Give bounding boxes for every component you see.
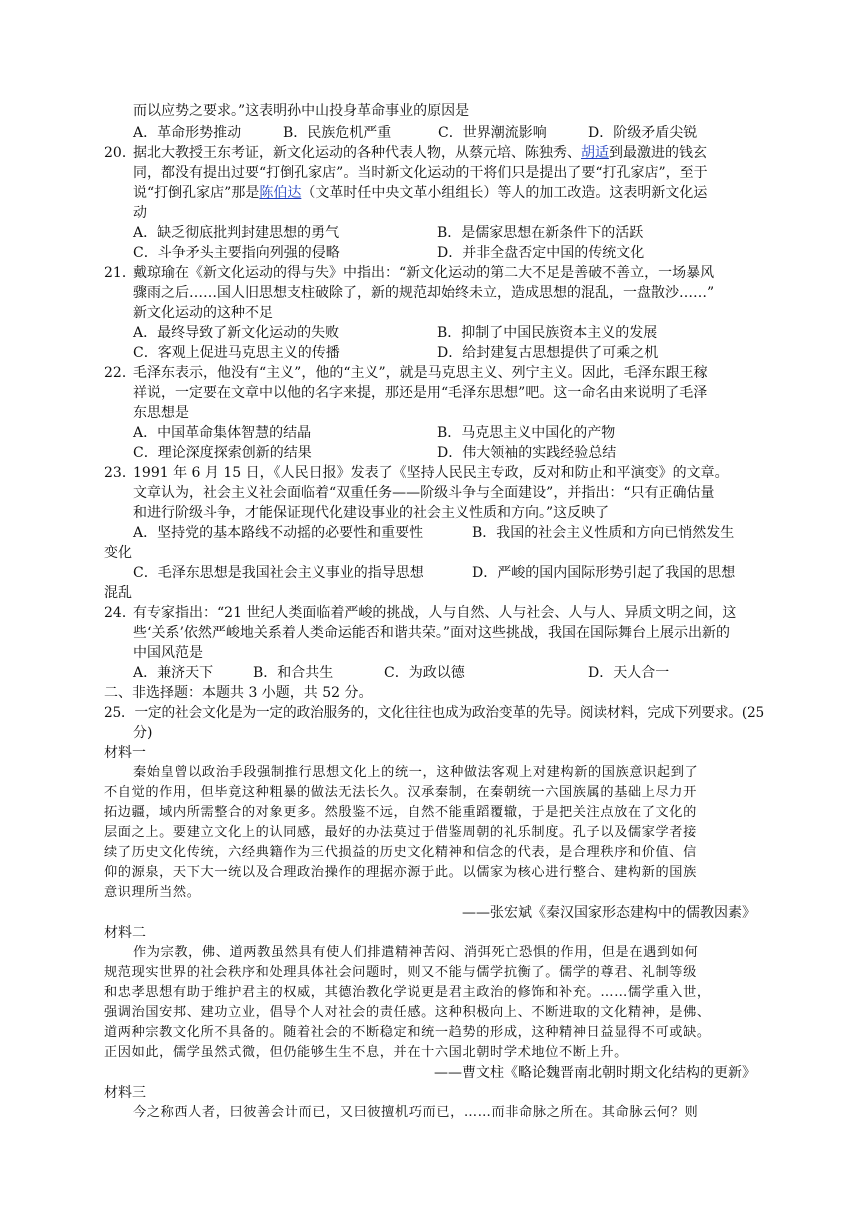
q22-line-3: 东思想是: [133, 405, 189, 421]
q23-option-c: C．毛泽东思想是我国社会主义事业的指导思想: [133, 565, 424, 581]
q24-line-1: 有专家指出：“21 世纪人类面临着严峻的挑战，人与自然、人与社会、人与人、异质文明之间，这: [133, 605, 737, 621]
q21-line-3: 新文化运动的这种不足: [133, 305, 273, 321]
q20-line-4: 动: [133, 205, 147, 221]
prev-option-d: D．阶级矛盾尖锐: [588, 125, 698, 141]
q23-line-2: 文章认为，社会主义社会面临着“双重任务——阶级斗争与全面建设”，并指出：“只有正确估量: [133, 485, 715, 501]
q23-line-3: 和进行阶级斗争，才能保证现代化建设事业的社会主义性质和方向。”这反映了: [133, 505, 610, 521]
q20-option-c: C．斗争矛头主要指向列强的侵略: [133, 245, 340, 261]
material-1-line: 续了历史文化传统，六经典籍作为三代损益的历史文化精神和信念的代表，是合理秩序和价值、信: [104, 845, 697, 860]
material-1-line: 拓边疆，域内所需整合的对象更多。然殷鉴不远，自然不能重蹈覆辙，于是把关注点放在了文化的: [104, 805, 697, 820]
material-1-line: 秦始皇曾以政治手段强制推行思想文化上的统一，这种做法客观上对建构新的国族意识起到了: [133, 765, 699, 780]
section-two-heading: 二、非选择题：本题共 3 小题，共 52 分。: [104, 685, 373, 701]
material-2-line: 作为宗教，佛、道两教虽然具有使人们排遣精神苦闷、消弭死亡恐惧的作用，但是在遇到如何: [133, 945, 699, 960]
prev-option-c: C．世界潮流影响: [438, 125, 547, 141]
material-2-line: 规范现实世界的社会秩序和处理具体社会问题时，则又不能与儒学抗衡了。儒学的尊君、礼制等级: [104, 965, 697, 980]
q21-option-c: C．客观上促进马克思主义的传播: [133, 345, 340, 361]
q24-option-c: C．为政以德: [384, 665, 465, 681]
material-2-title: 材料二: [104, 925, 146, 941]
q24-line-2: 些‘关系’依然严峻地关系着人类命运能否和谐共荣。”面对这些挑战，我国在国际舞台上展示出新的: [133, 625, 731, 641]
material-1-source: ——张宏斌《秦汉国家形态建构中的儒教因素》: [462, 905, 756, 921]
q22-number: 22．: [104, 365, 136, 381]
q20-link-hushi[interactable]: 胡适: [581, 145, 609, 161]
material-3-line: 今之称西人者，曰彼善会计而已，又曰彼擅机巧而已，……而非命脉之所在。其命脉云何？则: [133, 1105, 699, 1120]
material-1-title: 材料一: [104, 745, 146, 761]
q24-option-d: D．天人合一: [588, 665, 670, 681]
q20-option-d: D．并非全盘否定中国的传统文化: [437, 245, 645, 261]
q22-option-c: C．理论深度探索创新的结果: [133, 445, 312, 461]
material-2-line: 强调治国安邦、建功立业，倡导个人对社会的责任感。这种积极向上、不断进取的文化精神，是佛、: [104, 1005, 711, 1020]
q20-text-3a: 说“打倒孔家店”那是: [133, 185, 260, 201]
q25-line-2: 分): [133, 725, 153, 741]
material-2-line: 道两种宗教文化所不具备的。随着社会的不断稳定和统一趋势的形成，这种精神日益显得不可或缺。: [104, 1025, 711, 1040]
q23-option-b-wrap: 变化: [104, 545, 132, 561]
q20-text-3b: （文革时任中央文革小组组长）等人的加工改造。这表明新文化运: [301, 185, 708, 201]
q23-option-d-wrap: 混乱: [104, 585, 132, 601]
material-1-line: 意识理所当然。: [104, 885, 201, 900]
q20-line-1: [133, 143, 707, 163]
material-2-source: ——曹文柱《略论魏晋南北朝时期文化结构的更新》: [434, 1065, 756, 1081]
q23-line-1: 1991 年 6 月 15 日，《人民日报》发表了《坚持人民民主专政，反对和防止和平演变》的文章。: [133, 465, 729, 481]
q20-link-chenboda[interactable]: 陈伯达: [259, 185, 302, 201]
q20-line-2: 同，都没有提出过要“打倒孔家店”。当时新文化运动的干将们只是提出了要“打孔家店”，至于: [133, 165, 708, 181]
q24-option-b: B．和合共生: [253, 665, 334, 681]
q23-number: 23．: [104, 465, 136, 481]
q23-option-a: A．坚持党的基本路线不动摇的必要性和重要性: [133, 525, 424, 541]
q23-option-b: B．我国的社会主义性质和方向已悄然发生: [472, 525, 735, 541]
material-1-line: 不自觉的作用，但毕竟这种粗暴的做法无法长久。汉承秦制，在秦朝统一六国族属的基础上尽力开: [104, 785, 697, 800]
prev-option-a: A．革命形势推动: [133, 125, 242, 141]
q20-option-b: B．是儒家思想在新条件下的活跃: [437, 225, 644, 241]
q20-option-a: A．缺乏彻底批判封建思想的勇气: [133, 225, 340, 241]
material-1-line: 层面之上。要建立文化上的认同感，最好的办法莫过于借鉴周朝的礼乐制度。孔子以及儒家学者接: [104, 825, 697, 840]
q21-line-2: 骤雨之后……国人旧思想支柱破除了，新的规范却始终未立，造成思想的混乱，一盘散沙……”: [133, 285, 715, 301]
material-2-line: 和忠孝思想有助于维护君主的权威，其德治教化学说更是君主政治的修饰和补充。……儒学重入世，: [104, 985, 711, 1000]
q21-option-d: D．给封建复古思想提供了可乘之机: [437, 345, 659, 361]
q22-line-1: 毛泽东表示，他没有“主义”，他的“主义”，就是马克思主义、列宁主义。因此，毛泽东跟王稼: [133, 365, 708, 381]
q22-option-d: D．伟大领袖的实践经验总结: [437, 445, 617, 461]
q20-text-1a: 据北大教授王东考证，新文化运动的各种代表人物，从蔡元培、陈独秀、: [133, 145, 581, 161]
prev-option-b: B．民族危机严重: [283, 125, 392, 141]
q22-line-2: 祥说，一定要在文章中以他的名字来提，那还是用“毛泽东思想”吧。这一命名由来说明了毛泽: [133, 385, 708, 401]
q24-number: 24．: [104, 605, 136, 621]
q25-line-1: 25．一定的社会文化是为一定的政治服务的，文化往往也成为政治变革的先导。阅读材料，完成下列要求。(25: [104, 705, 765, 721]
q20-number: 20．: [104, 145, 136, 161]
prev-question-line: 而以应势之要求。”这表明孙中山投身革命事业的原因是: [133, 103, 470, 119]
q21-line-1: 戴琼瑜在《新文化运动的得与失》中指出：“新文化运动的第二大不足是善破不善立，一场暴风: [133, 265, 715, 281]
material-1-line: 仰的源泉，天下大一统以及合理政治操作的理据亦源于此。以儒家为核心进行整合、建构新的国族: [104, 865, 697, 880]
q24-option-a: A．兼济天下: [133, 665, 214, 681]
q23-option-d: D．严峻的国内国际形势引起了我国的思想: [472, 565, 736, 581]
q21-number: 21．: [104, 265, 136, 281]
q24-line-3: 中国风范是: [133, 645, 203, 661]
q21-option-a: A．最终导致了新文化运动的失败: [133, 325, 340, 341]
q20-text-1b: 到最激进的钱玄: [609, 145, 707, 161]
q21-option-b: B．抑制了中国民族资本主义的发展: [437, 325, 658, 341]
q20-line-3: [133, 183, 707, 203]
q22-option-b: B．马克思主义中国化的产物: [437, 425, 616, 441]
material-3-title: 材料三: [104, 1085, 146, 1101]
q22-option-a: A．中国革命集体智慧的结晶: [133, 425, 312, 441]
material-2-line: 正因如此，儒学虽然式微，但仍能够生生不息，并在十六国北朝时学术地位不断上升。: [104, 1045, 628, 1060]
